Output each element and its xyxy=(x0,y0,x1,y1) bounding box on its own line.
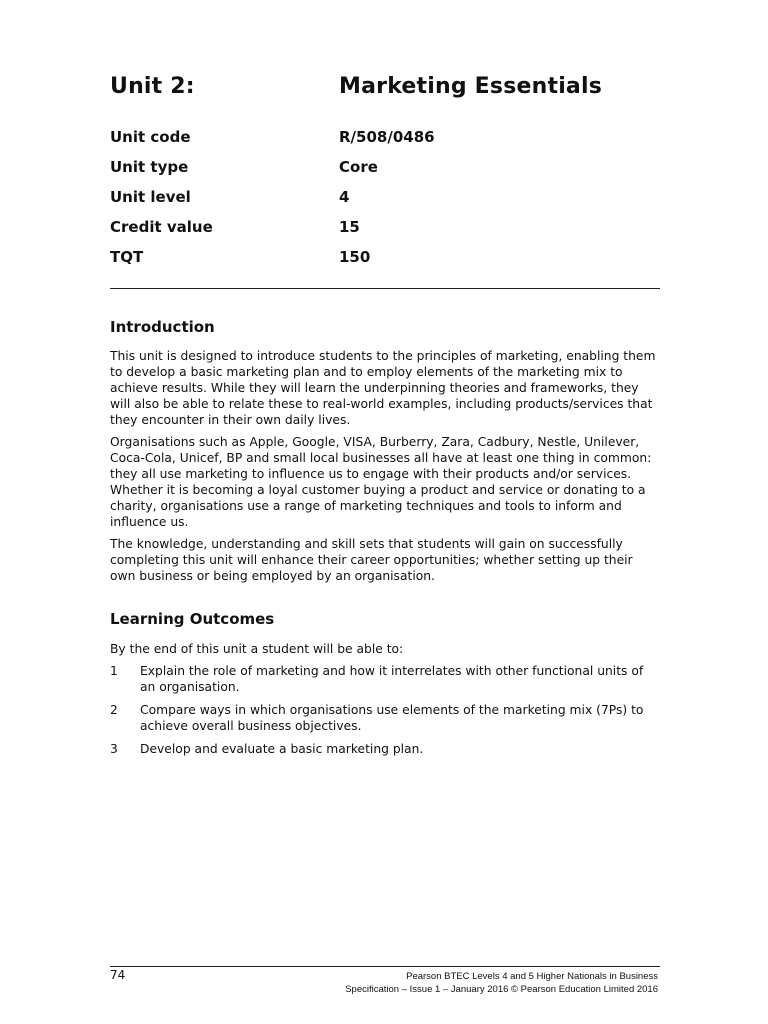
tqt-row xyxy=(110,248,660,278)
unit-type-value: Core xyxy=(339,158,378,176)
learning-outcome-text: Develop and evaluate a basic marketing plan. xyxy=(140,742,424,756)
unit-level-row xyxy=(110,188,660,218)
unit-title xyxy=(110,74,660,108)
introduction-paragraph: The knowledge, understanding and skill sets that students will gain on successfully completing this unit will enhance their career opportunities; whether setting up their own business or being employed by an organisation. xyxy=(110,537,633,583)
tqt-value: 150 xyxy=(339,248,371,266)
unit-name: Marketing Essentials xyxy=(339,74,603,99)
tqt-label: TQT xyxy=(110,248,144,266)
unit-type-row xyxy=(110,158,660,188)
learning-outcome-text: Explain the role of marketing and how it interrelates with other functional units of an organisation. xyxy=(140,664,644,694)
learning-outcome-text: Compare ways in which organisations use elements of the marketing mix (7Ps) to achieve overall business objectives. xyxy=(140,703,644,733)
learning-outcomes-heading: Learning Outcomes xyxy=(110,610,275,628)
unit-level-value: 4 xyxy=(339,188,350,206)
learning-outcome-number: 1 xyxy=(110,664,118,678)
unit-details-table xyxy=(110,128,660,278)
introduction-paragraph: This unit is designed to introduce students to the principles of marketing, enabling them to develop a basic marketing plan and to employ elements of the marketing mix to achieve results. While they will learn the underpinning theories and frameworks, they will also be able to relate these to real-world examples, including products/services that they encounter in their own daily lives. xyxy=(110,349,656,427)
learning-outcomes-list xyxy=(110,663,660,764)
page-number: 74 xyxy=(110,968,126,982)
unit-code-row xyxy=(110,128,660,158)
introduction-body xyxy=(110,348,660,590)
learning-outcomes-intro: By the end of this unit a student will be able to: xyxy=(110,642,404,656)
credit-value-label: Credit value xyxy=(110,218,213,236)
learning-outcome-item xyxy=(110,663,660,695)
header-divider xyxy=(110,288,660,289)
introduction-heading: Introduction xyxy=(110,318,215,336)
unit-code-value: R/508/0486 xyxy=(339,128,435,146)
unit-type-label: Unit type xyxy=(110,158,189,176)
unit-code-label: Unit code xyxy=(110,128,191,146)
learning-outcome-number: 3 xyxy=(110,742,118,756)
credit-value-value: 15 xyxy=(339,218,360,236)
introduction-paragraph: Organisations such as Apple, Google, VISA, Burberry, Zara, Cadbury, Nestle, Unilever, Coca-Cola, Unicef, BP and small local businesses all have at least one thing in common: they all use marketing to influence us to engage with their products and/or services. Whether it is becoming a loyal customer buying a product and service or donating to a charity, organisations use a range of marketing techniques and tools to inform and influence us. xyxy=(110,435,652,529)
footer-divider xyxy=(110,966,660,967)
footer-line-title: Pearson BTEC Levels 4 and 5 Higher Nationals in Business xyxy=(406,971,658,982)
learning-outcome-item xyxy=(110,702,660,734)
document-page xyxy=(110,0,660,1024)
footer-publication-info xyxy=(345,970,658,996)
learning-outcome-number: 2 xyxy=(110,703,118,717)
unit-number: Unit 2: xyxy=(110,74,195,99)
learning-outcome-item xyxy=(110,741,660,757)
unit-level-label: Unit level xyxy=(110,188,191,206)
footer-line-copyright: Specification – Issue 1 – January 2016 © Pearson Education Limited 2016 xyxy=(345,984,658,995)
credit-value-row xyxy=(110,218,660,248)
